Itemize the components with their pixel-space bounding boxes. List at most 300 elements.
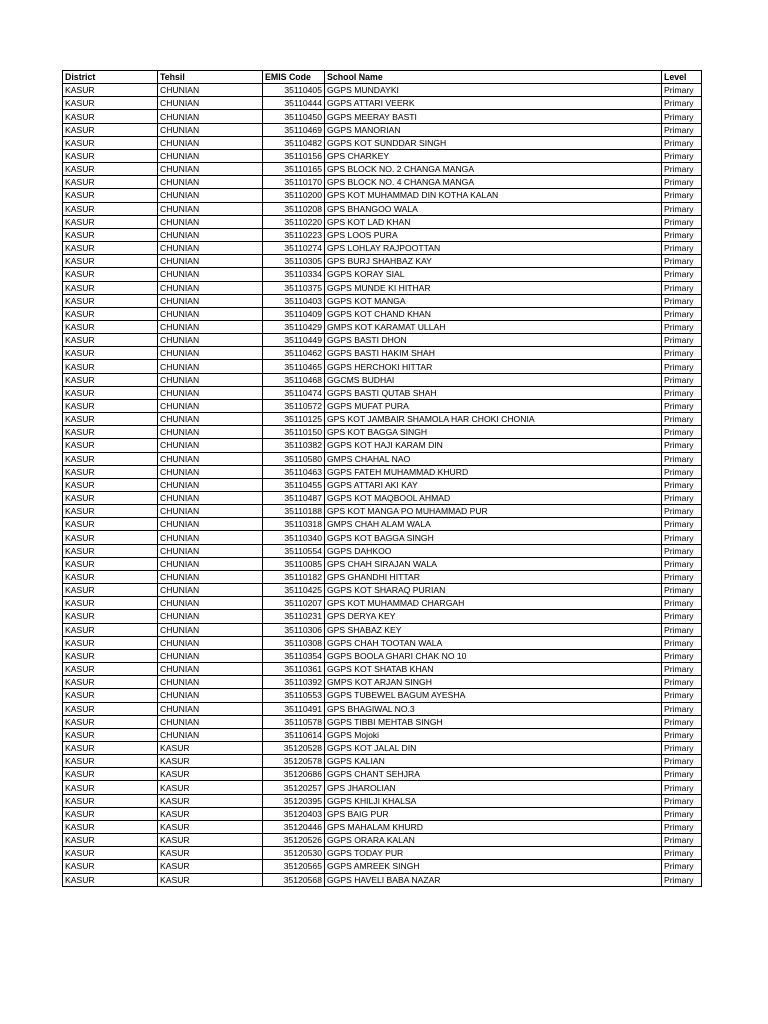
cell-emis-code: 35110405 bbox=[263, 84, 325, 97]
cell-tehsil: CHUNIAN bbox=[158, 636, 263, 649]
cell-emis-code: 35110572 bbox=[263, 399, 325, 412]
cell-level: Primary bbox=[662, 373, 702, 386]
cell-district: KASUR bbox=[63, 715, 158, 728]
table-row bbox=[63, 755, 702, 768]
table-row bbox=[63, 439, 702, 452]
cell-district: KASUR bbox=[63, 557, 158, 570]
cell-school-name: GGPS KOT MAQBOOL AHMAD bbox=[325, 492, 662, 505]
cell-level: Primary bbox=[662, 544, 702, 557]
cell-level: Primary bbox=[662, 689, 702, 702]
cell-emis-code: 35110468 bbox=[263, 373, 325, 386]
cell-district: KASUR bbox=[63, 478, 158, 491]
cell-district: KASUR bbox=[63, 413, 158, 426]
cell-tehsil: CHUNIAN bbox=[158, 544, 263, 557]
table-row bbox=[63, 492, 702, 505]
cell-tehsil: CHUNIAN bbox=[158, 149, 263, 162]
table-row bbox=[63, 136, 702, 149]
cell-tehsil: KASUR bbox=[158, 741, 263, 754]
cell-district: KASUR bbox=[63, 426, 158, 439]
cell-level: Primary bbox=[662, 531, 702, 544]
cell-emis-code: 35110403 bbox=[263, 294, 325, 307]
cell-tehsil: KASUR bbox=[158, 781, 263, 794]
table-row bbox=[63, 307, 702, 320]
cell-level: Primary bbox=[662, 820, 702, 833]
cell-level: Primary bbox=[662, 307, 702, 320]
cell-tehsil: CHUNIAN bbox=[158, 84, 263, 97]
cell-district: KASUR bbox=[63, 347, 158, 360]
cell-tehsil: CHUNIAN bbox=[158, 373, 263, 386]
cell-tehsil: CHUNIAN bbox=[158, 570, 263, 583]
table-row bbox=[63, 794, 702, 807]
cell-level: Primary bbox=[662, 676, 702, 689]
cell-level: Primary bbox=[662, 242, 702, 255]
cell-level: Primary bbox=[662, 320, 702, 333]
table-body bbox=[63, 84, 702, 887]
cell-tehsil: KASUR bbox=[158, 820, 263, 833]
cell-tehsil: KASUR bbox=[158, 768, 263, 781]
cell-emis-code: 35110354 bbox=[263, 649, 325, 662]
cell-school-name: GGPS HERCHOKI HITTAR bbox=[325, 360, 662, 373]
cell-level: Primary bbox=[662, 439, 702, 452]
cell-emis-code: 35120526 bbox=[263, 834, 325, 847]
cell-school-name: GPS CHAH SIRAJAN WALA bbox=[325, 557, 662, 570]
table-row bbox=[63, 649, 702, 662]
cell-school-name: GGPS CHANT SEHJRA bbox=[325, 768, 662, 781]
cell-school-name: GPS KOT JAMBAIR SHAMOLA HAR CHOKI CHONIA bbox=[325, 413, 662, 426]
cell-school-name: GPS JHAROLIAN bbox=[325, 781, 662, 794]
cell-level: Primary bbox=[662, 570, 702, 583]
header-district: District bbox=[63, 71, 158, 84]
cell-school-name: GGPS KORAY SIAL bbox=[325, 268, 662, 281]
cell-district: KASUR bbox=[63, 202, 158, 215]
cell-tehsil: CHUNIAN bbox=[158, 610, 263, 623]
cell-emis-code: 35110274 bbox=[263, 242, 325, 255]
cell-level: Primary bbox=[662, 202, 702, 215]
cell-level: Primary bbox=[662, 649, 702, 662]
cell-tehsil: CHUNIAN bbox=[158, 307, 263, 320]
cell-district: KASUR bbox=[63, 781, 158, 794]
table-row bbox=[63, 413, 702, 426]
table-row bbox=[63, 505, 702, 518]
cell-school-name: GPS BLOCK NO. 2 CHANGA MANGA bbox=[325, 163, 662, 176]
cell-school-name: GGPS MUFAT PURA bbox=[325, 399, 662, 412]
cell-school-name: GGPS KHILJI KHALSA bbox=[325, 794, 662, 807]
table-row bbox=[63, 676, 702, 689]
cell-tehsil: CHUNIAN bbox=[158, 399, 263, 412]
cell-level: Primary bbox=[662, 97, 702, 110]
cell-level: Primary bbox=[662, 702, 702, 715]
table-row bbox=[63, 202, 702, 215]
cell-level: Primary bbox=[662, 781, 702, 794]
table-row bbox=[63, 373, 702, 386]
cell-school-name: GPS KOT MUHAMMAD CHARGAH bbox=[325, 597, 662, 610]
cell-school-name: GPS KOT MANGA PO MUHAMMAD PUR bbox=[325, 505, 662, 518]
cell-level: Primary bbox=[662, 860, 702, 873]
cell-emis-code: 35120446 bbox=[263, 820, 325, 833]
cell-emis-code: 35110444 bbox=[263, 97, 325, 110]
cell-level: Primary bbox=[662, 623, 702, 636]
cell-level: Primary bbox=[662, 255, 702, 268]
cell-emis-code: 35110553 bbox=[263, 689, 325, 702]
cell-tehsil: CHUNIAN bbox=[158, 281, 263, 294]
cell-level: Primary bbox=[662, 768, 702, 781]
cell-tehsil: CHUNIAN bbox=[158, 426, 263, 439]
cell-tehsil: CHUNIAN bbox=[158, 255, 263, 268]
table-row bbox=[63, 320, 702, 333]
cell-tehsil: CHUNIAN bbox=[158, 689, 263, 702]
school-table bbox=[62, 70, 702, 887]
cell-tehsil: CHUNIAN bbox=[158, 623, 263, 636]
cell-emis-code: 35120568 bbox=[263, 873, 325, 886]
table-row bbox=[63, 452, 702, 465]
cell-level: Primary bbox=[662, 518, 702, 531]
cell-level: Primary bbox=[662, 123, 702, 136]
cell-school-name: GGPS HAVELI BABA NAZAR bbox=[325, 873, 662, 886]
table-row bbox=[63, 689, 702, 702]
cell-district: KASUR bbox=[63, 860, 158, 873]
cell-emis-code: 35120528 bbox=[263, 741, 325, 754]
header-school-name: School Name bbox=[325, 71, 662, 84]
cell-emis-code: 35110429 bbox=[263, 320, 325, 333]
cell-level: Primary bbox=[662, 294, 702, 307]
table-row bbox=[63, 478, 702, 491]
cell-level: Primary bbox=[662, 597, 702, 610]
cell-district: KASUR bbox=[63, 820, 158, 833]
cell-level: Primary bbox=[662, 399, 702, 412]
cell-level: Primary bbox=[662, 84, 702, 97]
cell-emis-code: 35110156 bbox=[263, 149, 325, 162]
cell-emis-code: 35110231 bbox=[263, 610, 325, 623]
table-row bbox=[63, 860, 702, 873]
table-row bbox=[63, 663, 702, 676]
cell-district: KASUR bbox=[63, 386, 158, 399]
cell-school-name: GPS LOHLAY RAJPOOTTAN bbox=[325, 242, 662, 255]
cell-level: Primary bbox=[662, 386, 702, 399]
cell-tehsil: CHUNIAN bbox=[158, 465, 263, 478]
cell-tehsil: CHUNIAN bbox=[158, 649, 263, 662]
cell-level: Primary bbox=[662, 136, 702, 149]
cell-district: KASUR bbox=[63, 531, 158, 544]
cell-school-name: GGPS MUNDE KI HITHAR bbox=[325, 281, 662, 294]
cell-district: KASUR bbox=[63, 834, 158, 847]
cell-tehsil: KASUR bbox=[158, 834, 263, 847]
cell-district: KASUR bbox=[63, 597, 158, 610]
table-row bbox=[63, 623, 702, 636]
cell-emis-code: 35110306 bbox=[263, 623, 325, 636]
cell-emis-code: 35110425 bbox=[263, 584, 325, 597]
table-row bbox=[63, 399, 702, 412]
cell-emis-code: 35110392 bbox=[263, 676, 325, 689]
cell-emis-code: 35110182 bbox=[263, 570, 325, 583]
table-row bbox=[63, 807, 702, 820]
table-row bbox=[63, 215, 702, 228]
cell-tehsil: KASUR bbox=[158, 794, 263, 807]
cell-district: KASUR bbox=[63, 163, 158, 176]
table-row bbox=[63, 834, 702, 847]
cell-district: KASUR bbox=[63, 149, 158, 162]
table-row bbox=[63, 163, 702, 176]
table-row bbox=[63, 768, 702, 781]
cell-school-name: GGPS MANORIAN bbox=[325, 123, 662, 136]
cell-level: Primary bbox=[662, 149, 702, 162]
cell-emis-code: 35110220 bbox=[263, 215, 325, 228]
cell-tehsil: CHUNIAN bbox=[158, 242, 263, 255]
cell-emis-code: 35110455 bbox=[263, 478, 325, 491]
cell-level: Primary bbox=[662, 834, 702, 847]
cell-emis-code: 35110208 bbox=[263, 202, 325, 215]
cell-level: Primary bbox=[662, 794, 702, 807]
cell-district: KASUR bbox=[63, 215, 158, 228]
cell-emis-code: 35110125 bbox=[263, 413, 325, 426]
cell-school-name: GGPS TIBBI MEHTAB SINGH bbox=[325, 715, 662, 728]
cell-district: KASUR bbox=[63, 242, 158, 255]
table-row bbox=[63, 255, 702, 268]
table-row bbox=[63, 728, 702, 741]
cell-level: Primary bbox=[662, 452, 702, 465]
cell-level: Primary bbox=[662, 360, 702, 373]
cell-level: Primary bbox=[662, 176, 702, 189]
table-row bbox=[63, 781, 702, 794]
cell-school-name: GGPS KOT SHARAQ PURIAN bbox=[325, 584, 662, 597]
cell-school-name: GGPS DAHKOO bbox=[325, 544, 662, 557]
cell-school-name: GGPS BASTI DHON bbox=[325, 334, 662, 347]
cell-emis-code: 35110465 bbox=[263, 360, 325, 373]
cell-level: Primary bbox=[662, 505, 702, 518]
table-row bbox=[63, 176, 702, 189]
cell-district: KASUR bbox=[63, 807, 158, 820]
cell-emis-code: 35110462 bbox=[263, 347, 325, 360]
cell-emis-code: 35110340 bbox=[263, 531, 325, 544]
cell-district: KASUR bbox=[63, 570, 158, 583]
cell-district: KASUR bbox=[63, 768, 158, 781]
cell-district: KASUR bbox=[63, 189, 158, 202]
cell-school-name: GGPS BASTI QUTAB SHAH bbox=[325, 386, 662, 399]
cell-tehsil: CHUNIAN bbox=[158, 492, 263, 505]
cell-level: Primary bbox=[662, 110, 702, 123]
cell-district: KASUR bbox=[63, 518, 158, 531]
cell-district: KASUR bbox=[63, 584, 158, 597]
cell-school-name: GPS KOT MUHAMMAD DIN KOTHA KALAN bbox=[325, 189, 662, 202]
cell-school-name: GGPS CHAH TOOTAN WALA bbox=[325, 636, 662, 649]
cell-district: KASUR bbox=[63, 623, 158, 636]
cell-school-name: GGPS TODAY PUR bbox=[325, 847, 662, 860]
cell-school-name: GGPS MUNDAYKI bbox=[325, 84, 662, 97]
header-emis-code: EMIS Code bbox=[263, 71, 325, 84]
cell-emis-code: 35110334 bbox=[263, 268, 325, 281]
cell-district: KASUR bbox=[63, 320, 158, 333]
cell-tehsil: CHUNIAN bbox=[158, 110, 263, 123]
header-level: Level bbox=[662, 71, 702, 84]
cell-tehsil: CHUNIAN bbox=[158, 268, 263, 281]
table-header-row bbox=[63, 71, 702, 84]
cell-school-name: GPS BHANGOO WALA bbox=[325, 202, 662, 215]
cell-emis-code: 35120403 bbox=[263, 807, 325, 820]
cell-emis-code: 35110463 bbox=[263, 465, 325, 478]
cell-school-name: GGPS FATEH MUHAMMAD KHURD bbox=[325, 465, 662, 478]
cell-tehsil: CHUNIAN bbox=[158, 505, 263, 518]
cell-school-name: GPS SHABAZ KEY bbox=[325, 623, 662, 636]
cell-district: KASUR bbox=[63, 228, 158, 241]
cell-level: Primary bbox=[662, 584, 702, 597]
cell-level: Primary bbox=[662, 465, 702, 478]
cell-emis-code: 35110308 bbox=[263, 636, 325, 649]
cell-level: Primary bbox=[662, 715, 702, 728]
cell-district: KASUR bbox=[63, 439, 158, 452]
cell-district: KASUR bbox=[63, 649, 158, 662]
cell-district: KASUR bbox=[63, 465, 158, 478]
cell-tehsil: KASUR bbox=[158, 847, 263, 860]
cell-tehsil: CHUNIAN bbox=[158, 123, 263, 136]
cell-district: KASUR bbox=[63, 294, 158, 307]
cell-district: KASUR bbox=[63, 136, 158, 149]
cell-level: Primary bbox=[662, 334, 702, 347]
cell-school-name: GGPS KOT MANGA bbox=[325, 294, 662, 307]
cell-level: Primary bbox=[662, 636, 702, 649]
table-row bbox=[63, 820, 702, 833]
cell-level: Primary bbox=[662, 189, 702, 202]
cell-emis-code: 35110305 bbox=[263, 255, 325, 268]
cell-level: Primary bbox=[662, 741, 702, 754]
cell-emis-code: 35120578 bbox=[263, 755, 325, 768]
table-row bbox=[63, 242, 702, 255]
cell-tehsil: CHUNIAN bbox=[158, 518, 263, 531]
table-row bbox=[63, 347, 702, 360]
cell-school-name: GPS CHARKEY bbox=[325, 149, 662, 162]
cell-district: KASUR bbox=[63, 873, 158, 886]
cell-tehsil: CHUNIAN bbox=[158, 163, 263, 176]
cell-tehsil: KASUR bbox=[158, 807, 263, 820]
cell-district: KASUR bbox=[63, 97, 158, 110]
cell-school-name: GGPS KOT SHATAB KHAN bbox=[325, 663, 662, 676]
cell-level: Primary bbox=[662, 663, 702, 676]
cell-tehsil: CHUNIAN bbox=[158, 334, 263, 347]
table-row bbox=[63, 597, 702, 610]
cell-tehsil: CHUNIAN bbox=[158, 320, 263, 333]
cell-emis-code: 35110487 bbox=[263, 492, 325, 505]
cell-tehsil: CHUNIAN bbox=[158, 294, 263, 307]
table-row bbox=[63, 557, 702, 570]
table-row bbox=[63, 386, 702, 399]
cell-district: KASUR bbox=[63, 360, 158, 373]
cell-district: KASUR bbox=[63, 702, 158, 715]
table-row bbox=[63, 110, 702, 123]
cell-district: KASUR bbox=[63, 373, 158, 386]
cell-district: KASUR bbox=[63, 636, 158, 649]
cell-district: KASUR bbox=[63, 281, 158, 294]
cell-school-name: GGPS ORARA KALAN bbox=[325, 834, 662, 847]
cell-emis-code: 35120257 bbox=[263, 781, 325, 794]
cell-district: KASUR bbox=[63, 544, 158, 557]
cell-level: Primary bbox=[662, 347, 702, 360]
cell-district: KASUR bbox=[63, 399, 158, 412]
cell-tehsil: CHUNIAN bbox=[158, 676, 263, 689]
cell-level: Primary bbox=[662, 807, 702, 820]
cell-district: KASUR bbox=[63, 307, 158, 320]
table-row bbox=[63, 465, 702, 478]
cell-school-name: GPS GHANDHI HITTAR bbox=[325, 570, 662, 583]
table-row bbox=[63, 531, 702, 544]
table-row bbox=[63, 97, 702, 110]
cell-district: KASUR bbox=[63, 847, 158, 860]
cell-school-name: GPS BLOCK NO. 4 CHANGA MANGA bbox=[325, 176, 662, 189]
cell-tehsil: CHUNIAN bbox=[158, 597, 263, 610]
cell-level: Primary bbox=[662, 610, 702, 623]
cell-emis-code: 35110449 bbox=[263, 334, 325, 347]
cell-district: KASUR bbox=[63, 663, 158, 676]
table-row bbox=[63, 426, 702, 439]
cell-tehsil: CHUNIAN bbox=[158, 189, 263, 202]
cell-tehsil: CHUNIAN bbox=[158, 557, 263, 570]
cell-tehsil: CHUNIAN bbox=[158, 584, 263, 597]
table-row bbox=[63, 570, 702, 583]
cell-district: KASUR bbox=[63, 123, 158, 136]
cell-school-name: GGPS TUBEWEL BAGUM AYESHA bbox=[325, 689, 662, 702]
cell-level: Primary bbox=[662, 281, 702, 294]
cell-district: KASUR bbox=[63, 676, 158, 689]
cell-tehsil: KASUR bbox=[158, 860, 263, 873]
cell-district: KASUR bbox=[63, 794, 158, 807]
cell-tehsil: KASUR bbox=[158, 873, 263, 886]
cell-school-name: GPS KOT BAGGA SINGH bbox=[325, 426, 662, 439]
cell-school-name: GMPS KOT KARAMAT ULLAH bbox=[325, 320, 662, 333]
cell-tehsil: CHUNIAN bbox=[158, 452, 263, 465]
cell-level: Primary bbox=[662, 728, 702, 741]
cell-tehsil: CHUNIAN bbox=[158, 663, 263, 676]
cell-school-name: GGPS BASTI HAKIM SHAH bbox=[325, 347, 662, 360]
cell-emis-code: 35110207 bbox=[263, 597, 325, 610]
cell-tehsil: CHUNIAN bbox=[158, 360, 263, 373]
cell-level: Primary bbox=[662, 413, 702, 426]
table-row bbox=[63, 544, 702, 557]
cell-emis-code: 35110188 bbox=[263, 505, 325, 518]
cell-emis-code: 35110482 bbox=[263, 136, 325, 149]
table-row bbox=[63, 334, 702, 347]
cell-school-name: GPS BURJ SHAHBAZ KAY bbox=[325, 255, 662, 268]
cell-level: Primary bbox=[662, 163, 702, 176]
cell-emis-code: 35120686 bbox=[263, 768, 325, 781]
cell-emis-code: 35110554 bbox=[263, 544, 325, 557]
table-row bbox=[63, 847, 702, 860]
cell-emis-code: 35110450 bbox=[263, 110, 325, 123]
cell-school-name: GGPS MEERAY BASTI bbox=[325, 110, 662, 123]
cell-school-name: GPS LOOS PURA bbox=[325, 228, 662, 241]
cell-school-name: GMPS KOT ARJAN SINGH bbox=[325, 676, 662, 689]
cell-tehsil: CHUNIAN bbox=[158, 702, 263, 715]
cell-district: KASUR bbox=[63, 610, 158, 623]
cell-emis-code: 35110150 bbox=[263, 426, 325, 439]
table-row bbox=[63, 873, 702, 886]
cell-district: KASUR bbox=[63, 176, 158, 189]
table-row bbox=[63, 610, 702, 623]
cell-tehsil: CHUNIAN bbox=[158, 228, 263, 241]
table-row bbox=[63, 123, 702, 136]
cell-school-name: GPS DERYA KEY bbox=[325, 610, 662, 623]
table-row bbox=[63, 360, 702, 373]
cell-level: Primary bbox=[662, 215, 702, 228]
cell-level: Primary bbox=[662, 268, 702, 281]
cell-school-name: GGPS Mojoki bbox=[325, 728, 662, 741]
cell-district: KASUR bbox=[63, 505, 158, 518]
cell-emis-code: 35110469 bbox=[263, 123, 325, 136]
cell-emis-code: 35110578 bbox=[263, 715, 325, 728]
cell-school-name: GGPS KOT JALAL DIN bbox=[325, 741, 662, 754]
cell-tehsil: CHUNIAN bbox=[158, 413, 263, 426]
cell-emis-code: 35110474 bbox=[263, 386, 325, 399]
cell-tehsil: KASUR bbox=[158, 755, 263, 768]
cell-school-name: GPS BHAGIWAL NO.3 bbox=[325, 702, 662, 715]
table-row bbox=[63, 518, 702, 531]
cell-district: KASUR bbox=[63, 755, 158, 768]
